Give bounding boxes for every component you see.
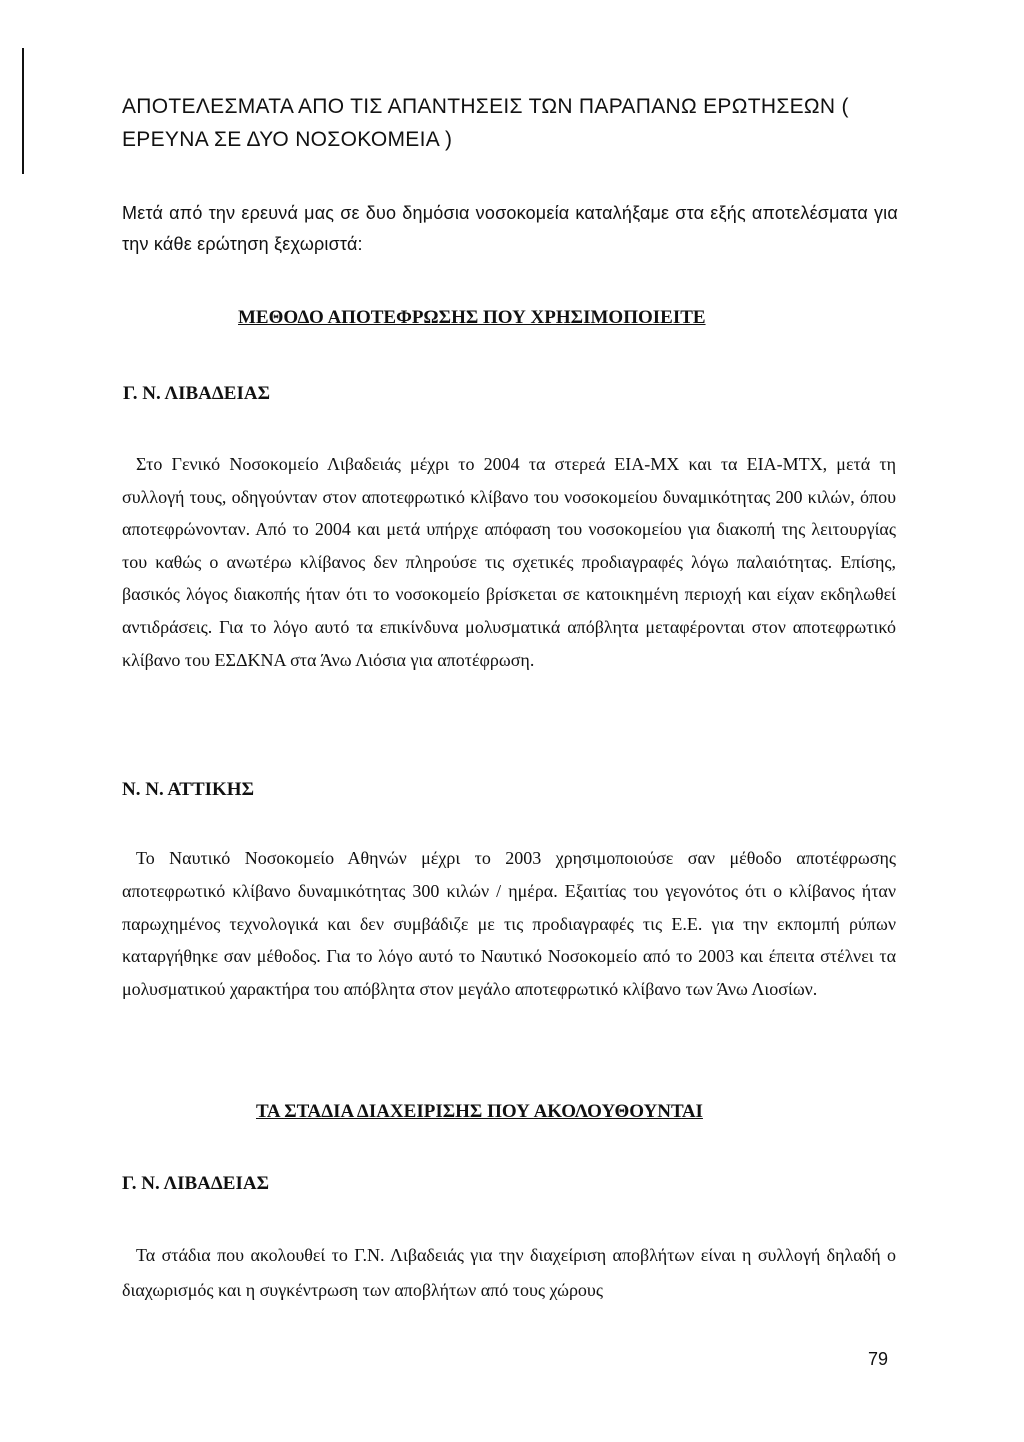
paragraph-livadeia-incineration: Στο Γενικό Νοσοκομείο Λιβαδειάς μέχρι το 2004 τα στερεά ΕΙΑ-ΜΧ και τα ΕΙΑ-ΜΤΧ, μετά τη συλλογή τους, οδηγούνταν στον αποτεφρωτικό κλίβανο του νοσοκομείου δυναμικότητας 200 κιλών, όπου αποτεφρώνονταν. Από το 2004 και μετά υπήρχε απόφαση του νοσοκομείου για διακοπή της λειτουργίας του καθώς ο ανωτέρω κλίβανος δεν πληρούσε τις σχετικές προδιαγραφές λόγω παλαιότητας. Επίσης, βασικός λόγος διακοπής ήταν ότι το νοσοκομείο βρίσκεται σε κατοικημένη περιοχή και είχαν εκδηλωθεί αντιδράσεις. Για το λόγο αυτό τα επικίνδυνα μολυσματικά απόβλητα μεταφέρονται στον αποτεφρωτικό κλίβανο του ΕΣΔΚΝΑ στα Άνω Λιόσια για αποτέφρωση. [122,454,896,670]
margin-rule [22,48,24,174]
hospital-heading-attica: Ν. Ν. ΑΤΤΙΚΗΣ [122,779,254,800]
page-number: 79 [868,1349,889,1369]
paragraph-naval-hospital-incineration: Το Ναυτικό Νοσοκομείο Αθηνών μέχρι το 2003 χρησιμοποιούσε σαν μέθοδο αποτέφρωσης αποτεφρωτικό κλίβανο δυναμικότητας 300 κιλών / ημέρα. Εξαιτίας του γεγονότος ότι ο κλίβανος ήταν παρωχημένος τεχνολογικά και δεν συμβάδιζε με τις προδιαγραφές τις Ε.Ε. για την εκπομπή ρύπων καταργήθηκε σαν μέθοδος. Για το λόγο αυτό το Ναυτικό Νοσοκομείο από το 2003 και έπειτα στέλνει τα μολυσματικού χαρακτήρα του απόβλητα στον μεγάλο αποτεφρωτικό κλίβανο των Άνω Λιοσίων. [122,848,896,1000]
section-title-incineration-method: ΜΕΘΟΔΟ ΑΠΟΤΕΦΡΩΣΗΣ ΠΟΥ ΧΡΗΣΙΜΟΠΟΙΕΙΤΕ [238,307,706,328]
document-heading: ΑΠΟΤΕΛΕΣΜΑΤΑ ΑΠΟ ΤΙΣ ΑΠΑΝΤΗΣΕΙΣ ΤΩΝ ΠΑΡΑΠΑΝΩ ΕΡΩΤΗΣΕΩΝ ( ΕΡΕΥΝΑ ΣΕ ΔΥΟ ΝΟΣΟΚΟΜΕΙΑ ) [122,95,849,151]
intro-paragraph: Μετά από την ερευνά μας σε δυο δημόσια νοσοκομεία καταλήξαμε στα εξής αποτελέσματα για την κάθε ερώτηση ξεχωριστά: [122,203,898,254]
paragraph-livadeia-stages: Τα στάδια που ακολουθεί το Γ.Ν. Λιβαδειάς για την διαχείριση αποβλήτων είναι η συλλογή δηλαδή ο διαχωρισμός και η συγκέντρωση των αποβλήτων από τους χώρους [122,1245,896,1300]
hospital-heading-livadeia: Γ. Ν. ΛΙΒΑΔΕΙΑΣ [123,383,270,404]
hospital-heading-livadeia-stages: Γ. Ν. ΛΙΒΑΔΕΙΑΣ [122,1173,269,1194]
section-title-management-stages: ΤΑ ΣΤΑΔΙΑ ΔΙΑΧΕΙΡΙΣΗΣ ΠΟΥ ΑΚΟΛΟΥΘΟΥΝΤΑΙ [256,1101,703,1122]
